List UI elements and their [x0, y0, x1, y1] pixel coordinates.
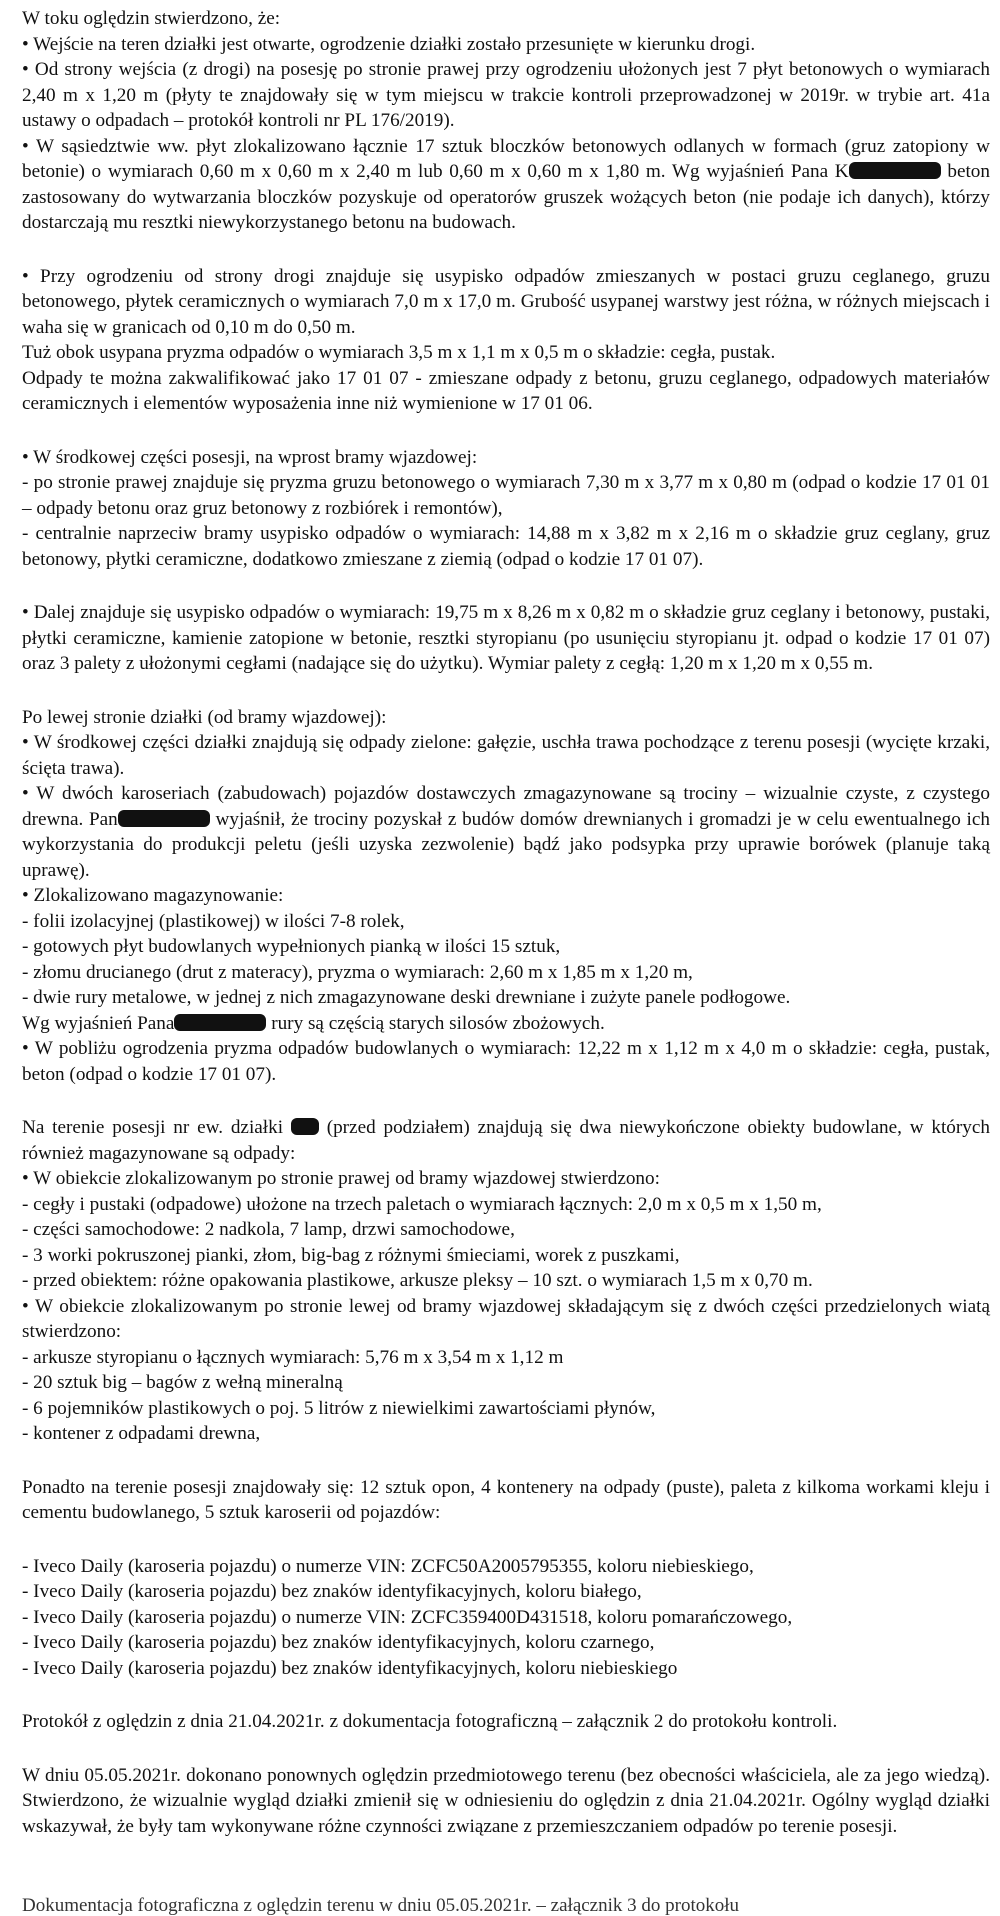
bullet-sawdust	[22, 781, 990, 883]
vehicle-5: - Iveco Daily (karoseria pojazdu) bez znaków identyfikacyjnych, koloru niebieskiego	[22, 1657, 678, 1679]
redaction-mark	[849, 162, 941, 179]
left-building-wood-container: - kontener z odpadami drewna,	[22, 1423, 261, 1444]
cut-off-text: Dokumentacja fotograficzna z oględzin terenu w dniu 05.05.2021r. – załącznik 3 do protokołu	[22, 1896, 740, 1916]
left-building-bigbags: - 20 sztuk big – bagów z wełną mineralną	[22, 1372, 343, 1393]
redaction-mark	[291, 1118, 319, 1135]
left-building-styrofoam: - arkusze styropianu o łącznych wymiarach: 5,76 m x 3,54 m x 1,12 m	[22, 1346, 564, 1368]
protocol-note: Protokół z oględzin z dnia 21.04.2021r. z dokumentacja fotograficzną – załącznik 2 do protokołu kontroli.	[22, 1711, 838, 1732]
center-right-pile: - po stronie prawej znajduje się pryzma gruzu betonowego o wymiarach 7,30 m x 3,77 m x 0,80 m (odpad o kodzie 17 01 01 – odpady betonu oraz gruz betonowy z rozbiórek i remontów),	[22, 472, 990, 519]
buildings-paragraph	[22, 1115, 990, 1166]
bullet-right-building: • W obiekcie zlokalizowanym po stronie prawej od bramy wjazdowej stwierdzono:	[22, 1168, 660, 1189]
bullet-further-pile: • Dalej znajduje się usypisko odpadów o wymiarach: 19,75 m x 8,26 m x 0,82 m o składzie gruz ceglany i betonowy, pustaki, płytki ceramiczne, kamienie zatopione w betonie, resztki styropianu (po usunięciu styropianu jt. odpad o kodzie 17 01 07) oraz 3 palety z ułożonymi cegłami (nadające się do użytku). Wymiar palety z cegłą: 1,20 m x 1,20 m x 0,55 m.	[22, 602, 990, 674]
left-building-containers: - 6 pojemników plastikowych o poj. 5 litrów z niewielkimi zawartościami płynów,	[22, 1397, 656, 1419]
pipes-text-a: Wg wyjaśnień Pana	[22, 1012, 175, 1034]
document-page	[22, 6, 990, 1839]
bullet-concrete-blocks	[22, 134, 990, 236]
bullet-entrance: • Wejście na teren działki jest otwarte, ogrodzenie działki zostało przesunięte w kierunku drogi.	[22, 33, 756, 55]
vehicle-4: - Iveco Daily (karoseria pojazdu) bez znaków identyfikacyjnych, koloru czarnego,	[22, 1632, 655, 1653]
pipes-explanation	[22, 1011, 990, 1037]
storage-foil: - folii izolacyjnej (plastikowej) w ilości 7-8 rolek,	[22, 910, 405, 932]
bullet-center: • W środkowej części posesji, na wprost bramy wjazdowej:	[22, 446, 478, 468]
intro-line: W toku oględzin stwierdzono, że:	[22, 8, 281, 29]
sawdust-text-b: wyjaśnił, że trociny pozyskał z budów domów drewnianych i gromadzi je w celu ewentualnego ich wykorzystania do produkcji peletu (jeśli uzyska zezwolenie) bądź jako podsypka przy uprawie borówek (planuje taką uprawę).	[22, 808, 990, 881]
right-building-bags: - 3 worki pokruszonej pianki, złom, big-bag z różnymi śmieciami, worek z puszkami,	[22, 1244, 680, 1266]
right-building-bricks: - cegły i pustaki (odpadowe) ułożone na trzech paletach o wymiarach łącznych: 2,0 m x 0,5 m x 1,50 m,	[22, 1193, 822, 1215]
right-building-car-parts: - części samochodowe: 2 nadkola, 7 lamp, drzwi samochodowe,	[22, 1219, 515, 1240]
vehicle-2: - Iveco Daily (karoseria pojazdu) bez znaków identyfikacyjnych, koloru białego,	[22, 1581, 642, 1602]
sawdust-text-a: • W dwóch karoseriach (zabudowach) pojazdów dostawczych zmagazynowane są trociny – wizualnie czyste, z czystego drewna. Pan	[22, 783, 990, 830]
bullet-concrete-slabs: • Od strony wejścia (z drogi) na posesję po stronie prawej przy ogrodzeniu ułożonych jest 7 płyt betonowych o wymiarach 2,40 m x 1,20 m (płyty te znajdowały się w tym miejscu w trakcie kontroli przeprowadzonej w 2019r. w trybie art. 41a ustawy o odpadach – protokół kontroli nr PL 176/2019).	[22, 59, 990, 131]
vehicle-1: - Iveco Daily (karoseria pojazdu) o numerze VIN: ZCFC50A2005795355, koloru niebieskiego,	[22, 1555, 754, 1577]
vehicle-3: - Iveco Daily (karoseria pojazdu) o numerze VIN: ZCFC359400D431518, koloru pomarańczowego,	[22, 1606, 793, 1628]
redaction-mark	[174, 1014, 266, 1031]
waste-classification: Odpady te można zakwalifikować jako 17 01 07 - zmieszane odpady z betonu, gruzu ceglanego, odpadowych materiałów ceramicznych i elementów wyposażenia inne niż wymienione w 17 01 06.	[22, 367, 990, 414]
bullet-mixed-waste: • Przy ogrodzeniu od strony drogi znajduje się usypisko odpadów zmieszanych w postaci gruzu ceglanego, gruzu betonowego, płytek ceramicznych o wymiarach 7,0 m x 17,0 m. Grubość usypanej warstwy jest różna, w różnych miejscach i waha się w granicach od 0,10 m do 0,50 m.	[22, 265, 990, 338]
second-inspection: W dniu 05.05.2021r. dokonano ponownych oględzin przedmiotowego terenu (bez obecności właściciela, ale za jego wiedzą). Stwierdzono, że wizualnie wygląd działki zmienił się w odniesieniu do oględzin z dnia 21.04.2021r. Ogólny wygląd działki wskazywał, że były tam wykonywane różne czynności związane z przemieszczaniem odpadów po terenie posesji.	[22, 1764, 990, 1837]
buildings-text-b: (przed podziałem) znajdują się dwa niewykończone obiekty budowlane, w których również magazynowane są odpady:	[22, 1117, 990, 1164]
buildings-text-a: Na terenie posesji nr ew. działki	[22, 1117, 284, 1138]
storage-wire: - złomu drucianego (drut z materacy), pryzma o wymiarach: 2,60 m x 1,85 m x 1,20 m,	[22, 961, 693, 983]
additional-items: Ponadto na terenie posesji znajdowały się: 12 sztuk opon, 4 kontenery na odpady (puste), paleta z kilkoma workami kleju i cementu budowlanego, 5 sztuk karoserii od pojazdów:	[22, 1476, 990, 1523]
cut-off-line	[22, 1896, 990, 1916]
bullet-storage: • Zlokalizowano magazynowanie:	[22, 885, 284, 906]
bullet-green-waste: • W środkowej części działki znajdują się odpady zielone: gałęzie, uschła trawa pochodzące z terenu posesji (wycięte krzaki, ścięta trawa).	[22, 732, 990, 779]
storage-panels: - gotowych płyt budowlanych wypełnionych pianką w ilości 15 sztuk,	[22, 936, 561, 957]
storage-pipes: - dwie rury metalowe, w jednej z nich zmagazynowane deski drewniane i zużyte panele podłogowe.	[22, 987, 791, 1008]
left-side-heading: Po lewej stronie działki (od bramy wjazdowej):	[22, 706, 387, 728]
bullet-left-building: • W obiekcie zlokalizowanym po stronie lewej od bramy wjazdowej składającym się z dwóch części przedzielonych wiatą stwierdzono:	[22, 1295, 990, 1342]
bullet-fence-pile: • W pobliżu ogrodzenia pryzma odpadów budowlanych o wymiarach: 12,22 m x 1,12 m x 4,0 m o składzie: cegła, pustak, beton (odpad o kodzie 17 01 07).	[22, 1038, 990, 1085]
center-main-pile: - centralnie naprzeciw bramy usypisko odpadów o wymiarach: 14,88 m x 3,82 m x 2,16 m o składzie gruz ceglany, gruz betonowy, płytki ceramiczne, dodatkowo zmieszane z ziemią (odpad o kodzie 17 01 07).	[22, 523, 990, 570]
right-building-plastics: - przed obiektem: różne opakowania plastikowe, arkusze pleksy – 10 szt. o wymiarach 1,5 m x 0,70 m.	[22, 1270, 813, 1291]
bullet-blocks-text-b: beton zastosowany do wytwarzania bloczków pozyskuje od operatorów gruszek wożących beton (nie podaje ich danych), którzy dostarczają mu resztki niewykorzystanego betonu na budowach.	[22, 161, 990, 233]
pipes-text-b: rury są częścią starych silosów zbożowych.	[266, 1012, 605, 1034]
pile-next-to: Tuż obok usypana pryzma odpadów o wymiarach 3,5 m x 1,1 m x 0,5 m o składzie: cegła, pustak.	[22, 342, 776, 363]
bullet-blocks-text-a: • W sąsiedztwie ww. płyt zlokalizowano łącznie 17 sztuk bloczków betonowych odlanych w formach (gruz zatopiony w betonie) o wymiarach 0,60 m x 0,60 m x 2,40 m lub 0,60 m x 0,60 m x 1,80 m. Wg wyjaśnień Pana K	[22, 135, 990, 182]
redaction-mark	[118, 810, 210, 827]
